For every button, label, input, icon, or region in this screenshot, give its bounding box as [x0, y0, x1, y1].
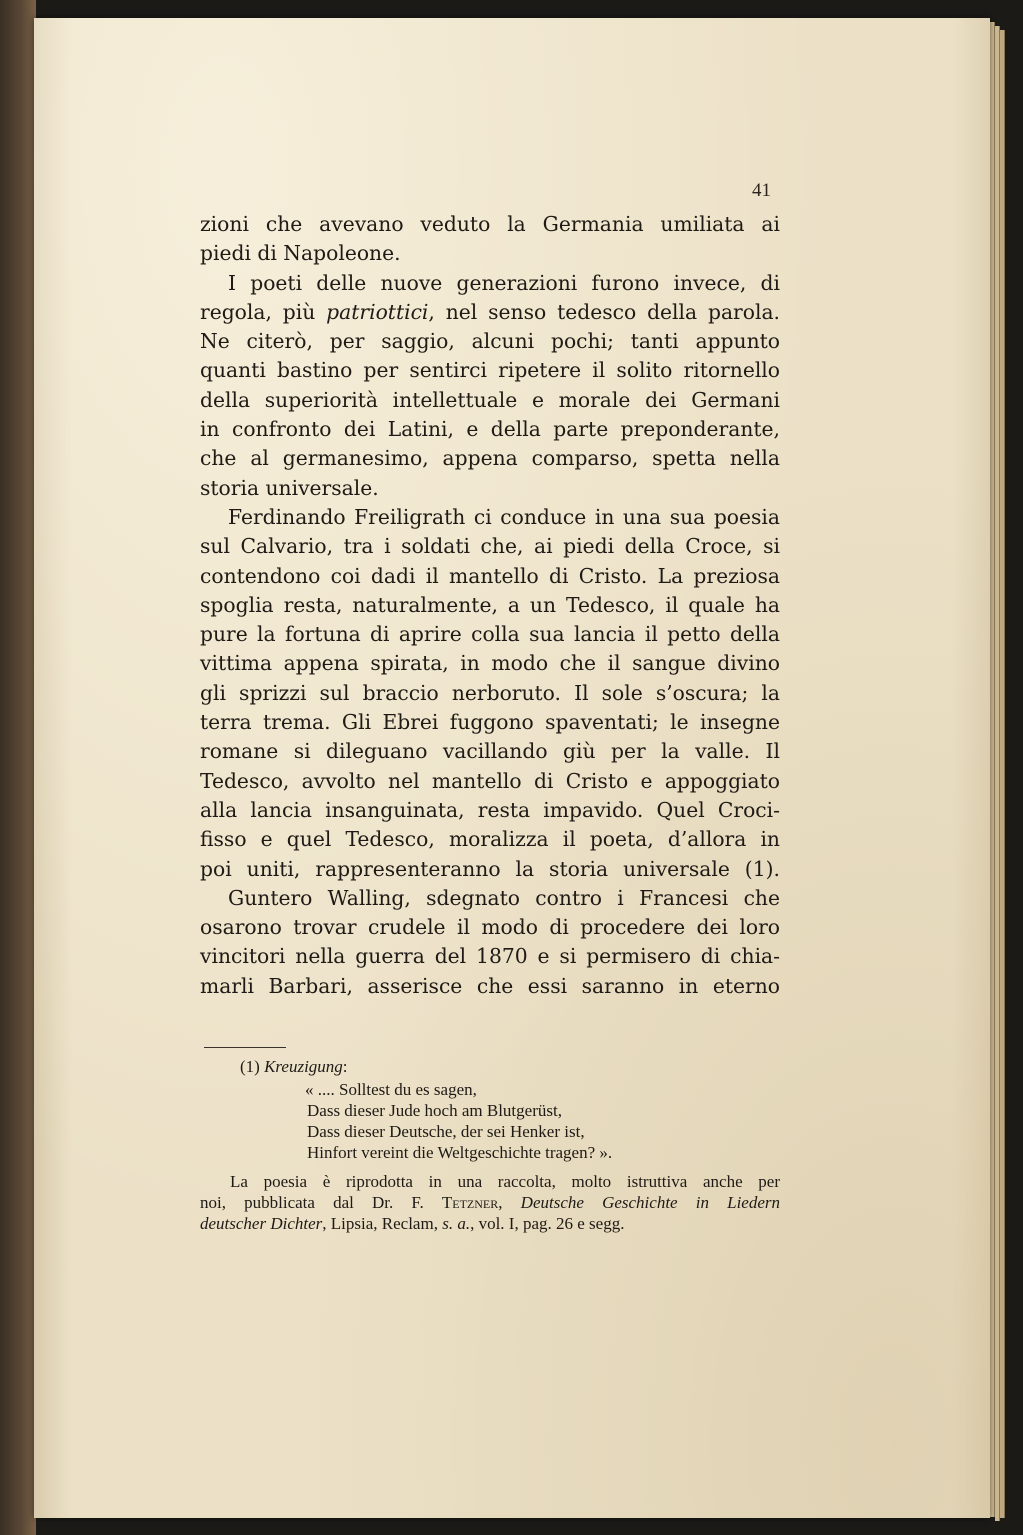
book-binding — [0, 0, 36, 1535]
note-abbrev: s. a. — [442, 1214, 471, 1233]
footnote-note — [200, 1171, 780, 1234]
text-line: gli sprizzi sul braccio nerboruto. Il sole s’oscura; la — [200, 680, 780, 705]
text-line: marli Barbari, asserisce che essi saranno in eterno — [200, 973, 780, 998]
page-number: 41 — [752, 180, 771, 201]
italic-word: patriottici — [326, 299, 429, 324]
poem-line: « .... Solltest du es sagen, — [305, 1080, 477, 1099]
text-line: piedi di Napoleone. — [200, 241, 401, 266]
note-fragment: , vol. I, pag. 26 e segg. — [470, 1214, 625, 1233]
text-line: in confronto dei Latini, e della parte preponderante, — [200, 417, 780, 442]
author-name: Tetzner — [441, 1193, 499, 1212]
footnote-title: Kreuzigung — [264, 1057, 343, 1076]
book-title: Deutsche Geschichte in Liedern — [520, 1193, 780, 1212]
text-line: contendono coi dadi il mantello di Cristo. La preziosa — [200, 563, 780, 588]
poem-line: Hinfort vereint die Weltgeschichte tragen? ». — [307, 1143, 613, 1162]
text-fragment: , nel senso tedesco della parola. — [428, 299, 780, 324]
text-line: poi uniti, rappresenteranno la storia universale (1). — [200, 856, 780, 881]
poem-line: Dass dieser Jude hoch am Blutgerüst, — [307, 1101, 562, 1120]
text-line: pure la fortuna di aprire colla sua lancia il petto della — [200, 622, 780, 647]
footnote-title-suffix: : — [342, 1057, 348, 1076]
text-line: fisso e quel Tedesco, moralizza il poeta, d’allora in — [200, 827, 780, 852]
text-line: terra trema. Gli Ebrei fuggono spaventati; le insegne — [200, 710, 780, 735]
text-line: sul Calvario, tra i soldati che, ai piedi della Croce, si — [200, 534, 780, 559]
book-title: deutscher Dichter — [200, 1214, 323, 1233]
footnote-poem — [307, 1079, 780, 1163]
footnote-marker: (1) — [240, 1057, 260, 1076]
text-line: quanti bastino per sentirci ripetere il solito ritornello — [200, 358, 780, 383]
text-line: della superiorità intellettuale e morale dei Germani — [200, 387, 780, 412]
note-fragment: , Lipsia, Reclam, — [322, 1214, 443, 1233]
text-line: che al germanesimo, appena comparso, spetta nella — [200, 446, 780, 471]
text-line: storia universale. — [200, 475, 379, 500]
text-line: zioni che avevano veduto la Germania umiliata ai — [200, 212, 780, 236]
text-line: spoglia resta, naturalmente, a un Tedesco, il quale ha — [200, 592, 780, 617]
footnote — [200, 1056, 780, 1234]
poem-line: Dass dieser Deutsche, der sei Henker ist, — [307, 1122, 585, 1141]
note-fragment: , — [498, 1193, 521, 1212]
footnote-label — [240, 1056, 780, 1077]
text-fragment: regola, più — [200, 299, 327, 324]
note-fragment: noi, pubblicata dal Dr. F. — [200, 1193, 442, 1212]
text-line: Guntero Walling, sdegnato contro i Francesi che — [228, 885, 780, 910]
note-line — [200, 1192, 780, 1213]
footnote-rule — [204, 1047, 286, 1048]
body-text — [200, 210, 780, 1001]
text-line — [200, 298, 780, 327]
text-line: romane si dileguano vacillando giù per la valle. Il — [200, 739, 780, 764]
text-line: vincitori nella guerra del 1870 e si permisero di chia- — [200, 944, 780, 969]
text-line: Ferdinando Freiligrath ci conduce in una sua poesia — [228, 504, 780, 529]
text-line: vittima appena spirata, in modo che il sangue divino — [200, 651, 780, 676]
text-line: osarono trovar crudele il modo di procedere dei loro — [200, 915, 780, 940]
page-edge — [1000, 30, 1005, 1518]
text-line: Tedesco, avvolto nel mantello di Cristo e appoggiato — [200, 768, 780, 793]
note-line: La poesia è riprodotta in una raccolta, molto istruttiva anche per — [230, 1172, 780, 1191]
text-line: I poeti delle nuove generazioni furono invece, di — [228, 270, 780, 295]
text-line: Ne citerò, per saggio, alcuni pochi; tanti appunto — [200, 329, 780, 354]
note-line — [200, 1213, 780, 1234]
text-line: alla lancia insanguinata, resta impavido. Quel Croci- — [200, 797, 780, 822]
